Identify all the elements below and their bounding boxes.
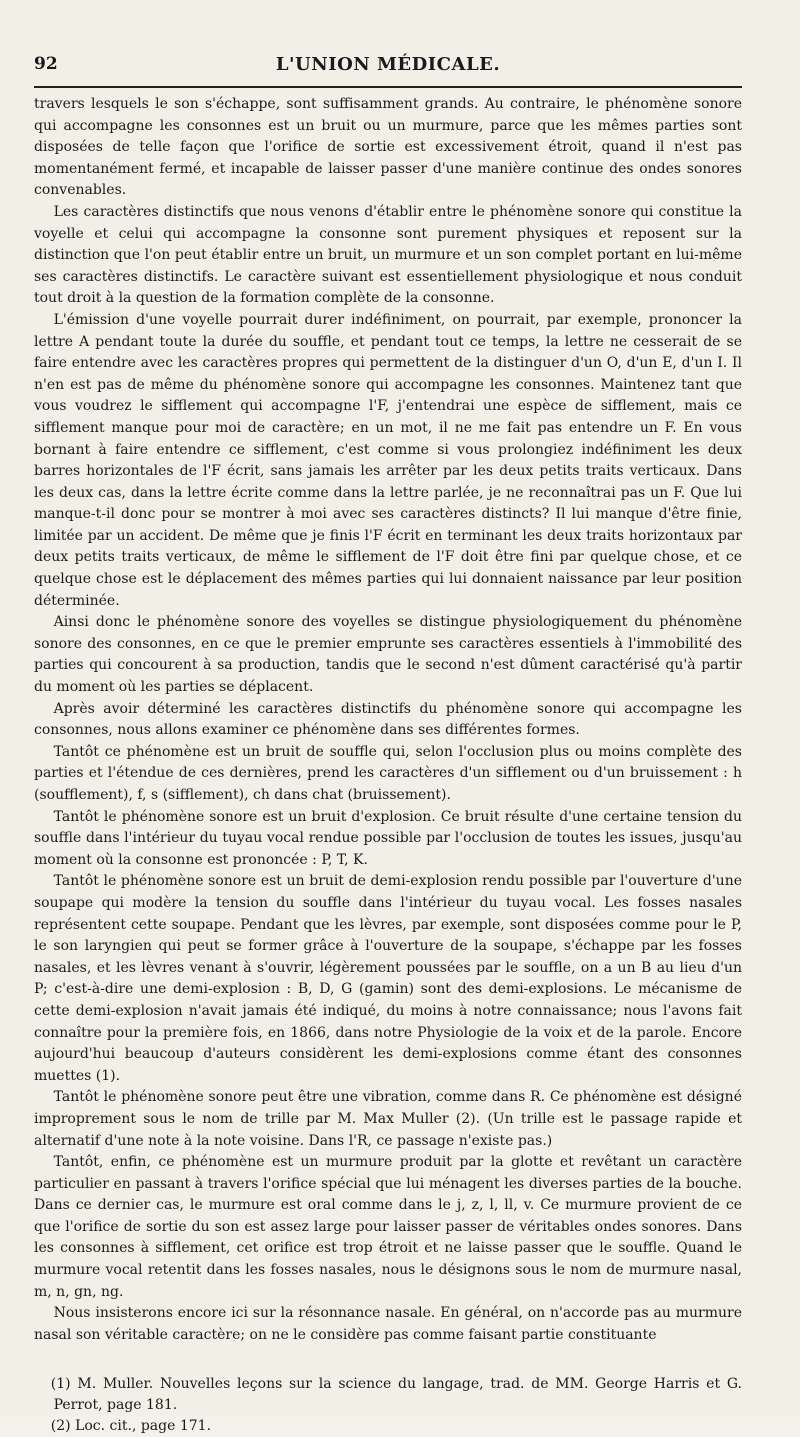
journal-title: L'UNION MÉDICALE.: [275, 54, 501, 75]
paragraph: Nous insisterons encore ici sur la résonnance nasale. En général, on n'accorde pas au murmure nasal son véritable caractère; on ne le considère pas comme faisant partie constituante: [34, 1305, 742, 1343]
footnotes: [34, 1374, 742, 1437]
footnote: (1) M. Muller. Nouvelles leçons sur la science du langage, trad. de MM. George Harris et G. Perrot, page 181.: [50, 1376, 742, 1414]
paragraph: Après avoir déterminé les caractères distinctifs du phénomène sonore qui accompagne les consonnes, nous allons examiner ce phénomène dans ses différentes formes.: [34, 700, 742, 739]
paragraph: L'émission d'une voyelle pourrait durer indéfiniment, on pourrait, par exemple, prononcer la lettre A pendant toute la durée du souffle, et pendant tout ce temps, la lettre ne cesserait de se faire entendre avec les caractères propres qui permettent de la distinguer d'un O, d'un E, d'un I. Il n'en est pas de même du phénomène sonore qui accompagne les consonnes. Maintenez tant que vous voudrez le sifflement qui accompagne l'F, j'entendrai une espèce de sifflement, mais ce sifflement manque pour moi de caractère; en un mot, il ne me fait pas entendre un F. En vous bornant à faire entendre ce sifflement, c'est comme si vous prolongiez indéfiniment les deux barres horizontales de l'F écrit, sans jamais les arrêter par les deux petits traits verticaux. Dans les deux cas, dans la lettre écrite comme dans la lettre parlée, je ne reconnaîtrai pas un F. Que lui manque-t-il donc pour se montrer à moi avec ses caractères distincts? Il lui manque d'être finie, limitée par un accident. De même que je finis l'F écrit en terminant les deux traits horizontaux par deux petits traits verticaux, de même le sifflement de l'F doit être fini par quelque chose, et ce quelque chose est le déplacement des mêmes parties qui lui donnaient naissance par leur position déterminée.: [34, 311, 742, 609]
paragraph: Tantôt le phénomène sonore peut être une vibration, comme dans R. Ce phénomène est désigné improprement sous le nom de trille par M. Max Muller (2). (Un trille est le passage rapide et alternatif d'une note à la note voisine. Dans l'R, ce passage n'existe pas.): [34, 1089, 742, 1149]
running-header: [34, 50, 742, 88]
paragraph: Tantôt le phénomène sonore est un bruit de demi-explosion rendu possible par l'ouverture d'une soupape qui modère la tension du souffle dans l'intérieur du tuyau vocal. Les fosses nasales représentent cette soupape. Pendant que les lèvres, par exemple, sont disposées comme pour le P, le son laryngien qui peut se former grâce à l'ouverture de la soupape, s'échappe par les fosses nasales, et les lèvres venant à s'ouvrir, légèrement poussées par le souffle, on a un B au lieu d'un P; c'est-à-dire une demi-explosion : B, D, G (gamin) sont des demi-explosions. Le mécanisme de cette demi-explosion n'avait jamais été indiqué, du moins à notre connaissance; nous l'avons fait connaître pour la première fois, en 1866, dans notre Physiologie de la voix et de la parole. Encore aujourd'hui beaucoup d'auteurs considèrent les demi-explosions comme étant des consonnes muettes (1).: [34, 873, 742, 1084]
paragraph: Tantôt, enfin, ce phénomène est un murmure produit par la glotte et revêtant un caractère particulier en passant à travers l'orifice spécial que lui ménagent les diverses parties de la bouche. Dans ce dernier cas, le murmure est oral comme dans le j, z, l, ll, v. Ce murmure provient de ce que l'orifice de sortie du son est assez large pour laisser passer de véritables ondes sonores. Dans les consonnes à sifflement, cet orifice est trop étroit et ne laisse passer que le souffle. Quand le murmure vocal retentit dans les fosses nasales, nous le désignons sous le nom de murmure nasal, m, n, gn, ng.: [34, 1154, 742, 1300]
page-number: 92: [34, 54, 58, 74]
paragraph: travers lesquels le son s'échappe, sont suffisamment grands. Au contraire, le phénomène sonore qui accompagne les consonnes est un bruit ou un murmure, parce que les mêmes parties sont disposées de telle façon que l'orifice de sortie est excessivement étroit, quand il n'est pas momentanément fermé, et incapable de laisser passer d'une manière continue des ondes sonores convenables.: [34, 96, 742, 199]
paragraph: Ainsi donc le phénomène sonore des voyelles se distingue physiologiquement du phénomène sonore des consonnes, en ce que le premier emprunte ses caractères essentiels à l'immobilité des parties qui concourent à sa production, tandis que le second n'est dûment caractérisé qu'à partir du moment où les parties se déplacent.: [34, 614, 742, 696]
paragraph: Tantôt le phénomène sonore est un bruit d'explosion. Ce bruit résulte d'une certaine tension du souffle dans l'intérieur du tuyau vocal rendue possible par l'occlusion de toutes les issues, jusqu'au moment où la consonne est prononcée : P, T, K.: [34, 808, 742, 868]
paragraph: Tantôt ce phénomène est un bruit de souffle qui, selon l'occlusion plus ou moins complète des parties et l'étendue de ces dernières, prend les caractères d'un sifflement ou d'un bruissement : h (soufflement), f, s (sifflement), ch dans chat (bruissement).: [34, 743, 742, 803]
paragraph: Les caractères distinctifs que nous venons d'établir entre le phénomène sonore qui constitue la voyelle et celui qui accompagne la consonne sont purement physiques et reposent sur la distinction que l'on peut établir entre un bruit, un murmure et un son complet portant en lui-même ses caractères distinctifs. Le caractère suivant est essentiellement physiologique et nous conduit tout droit à la question de la formation complète de la consonne.: [34, 203, 742, 307]
footnote: (2) Loc. cit., page 171.: [50, 1418, 212, 1435]
body-text: [34, 94, 742, 1346]
